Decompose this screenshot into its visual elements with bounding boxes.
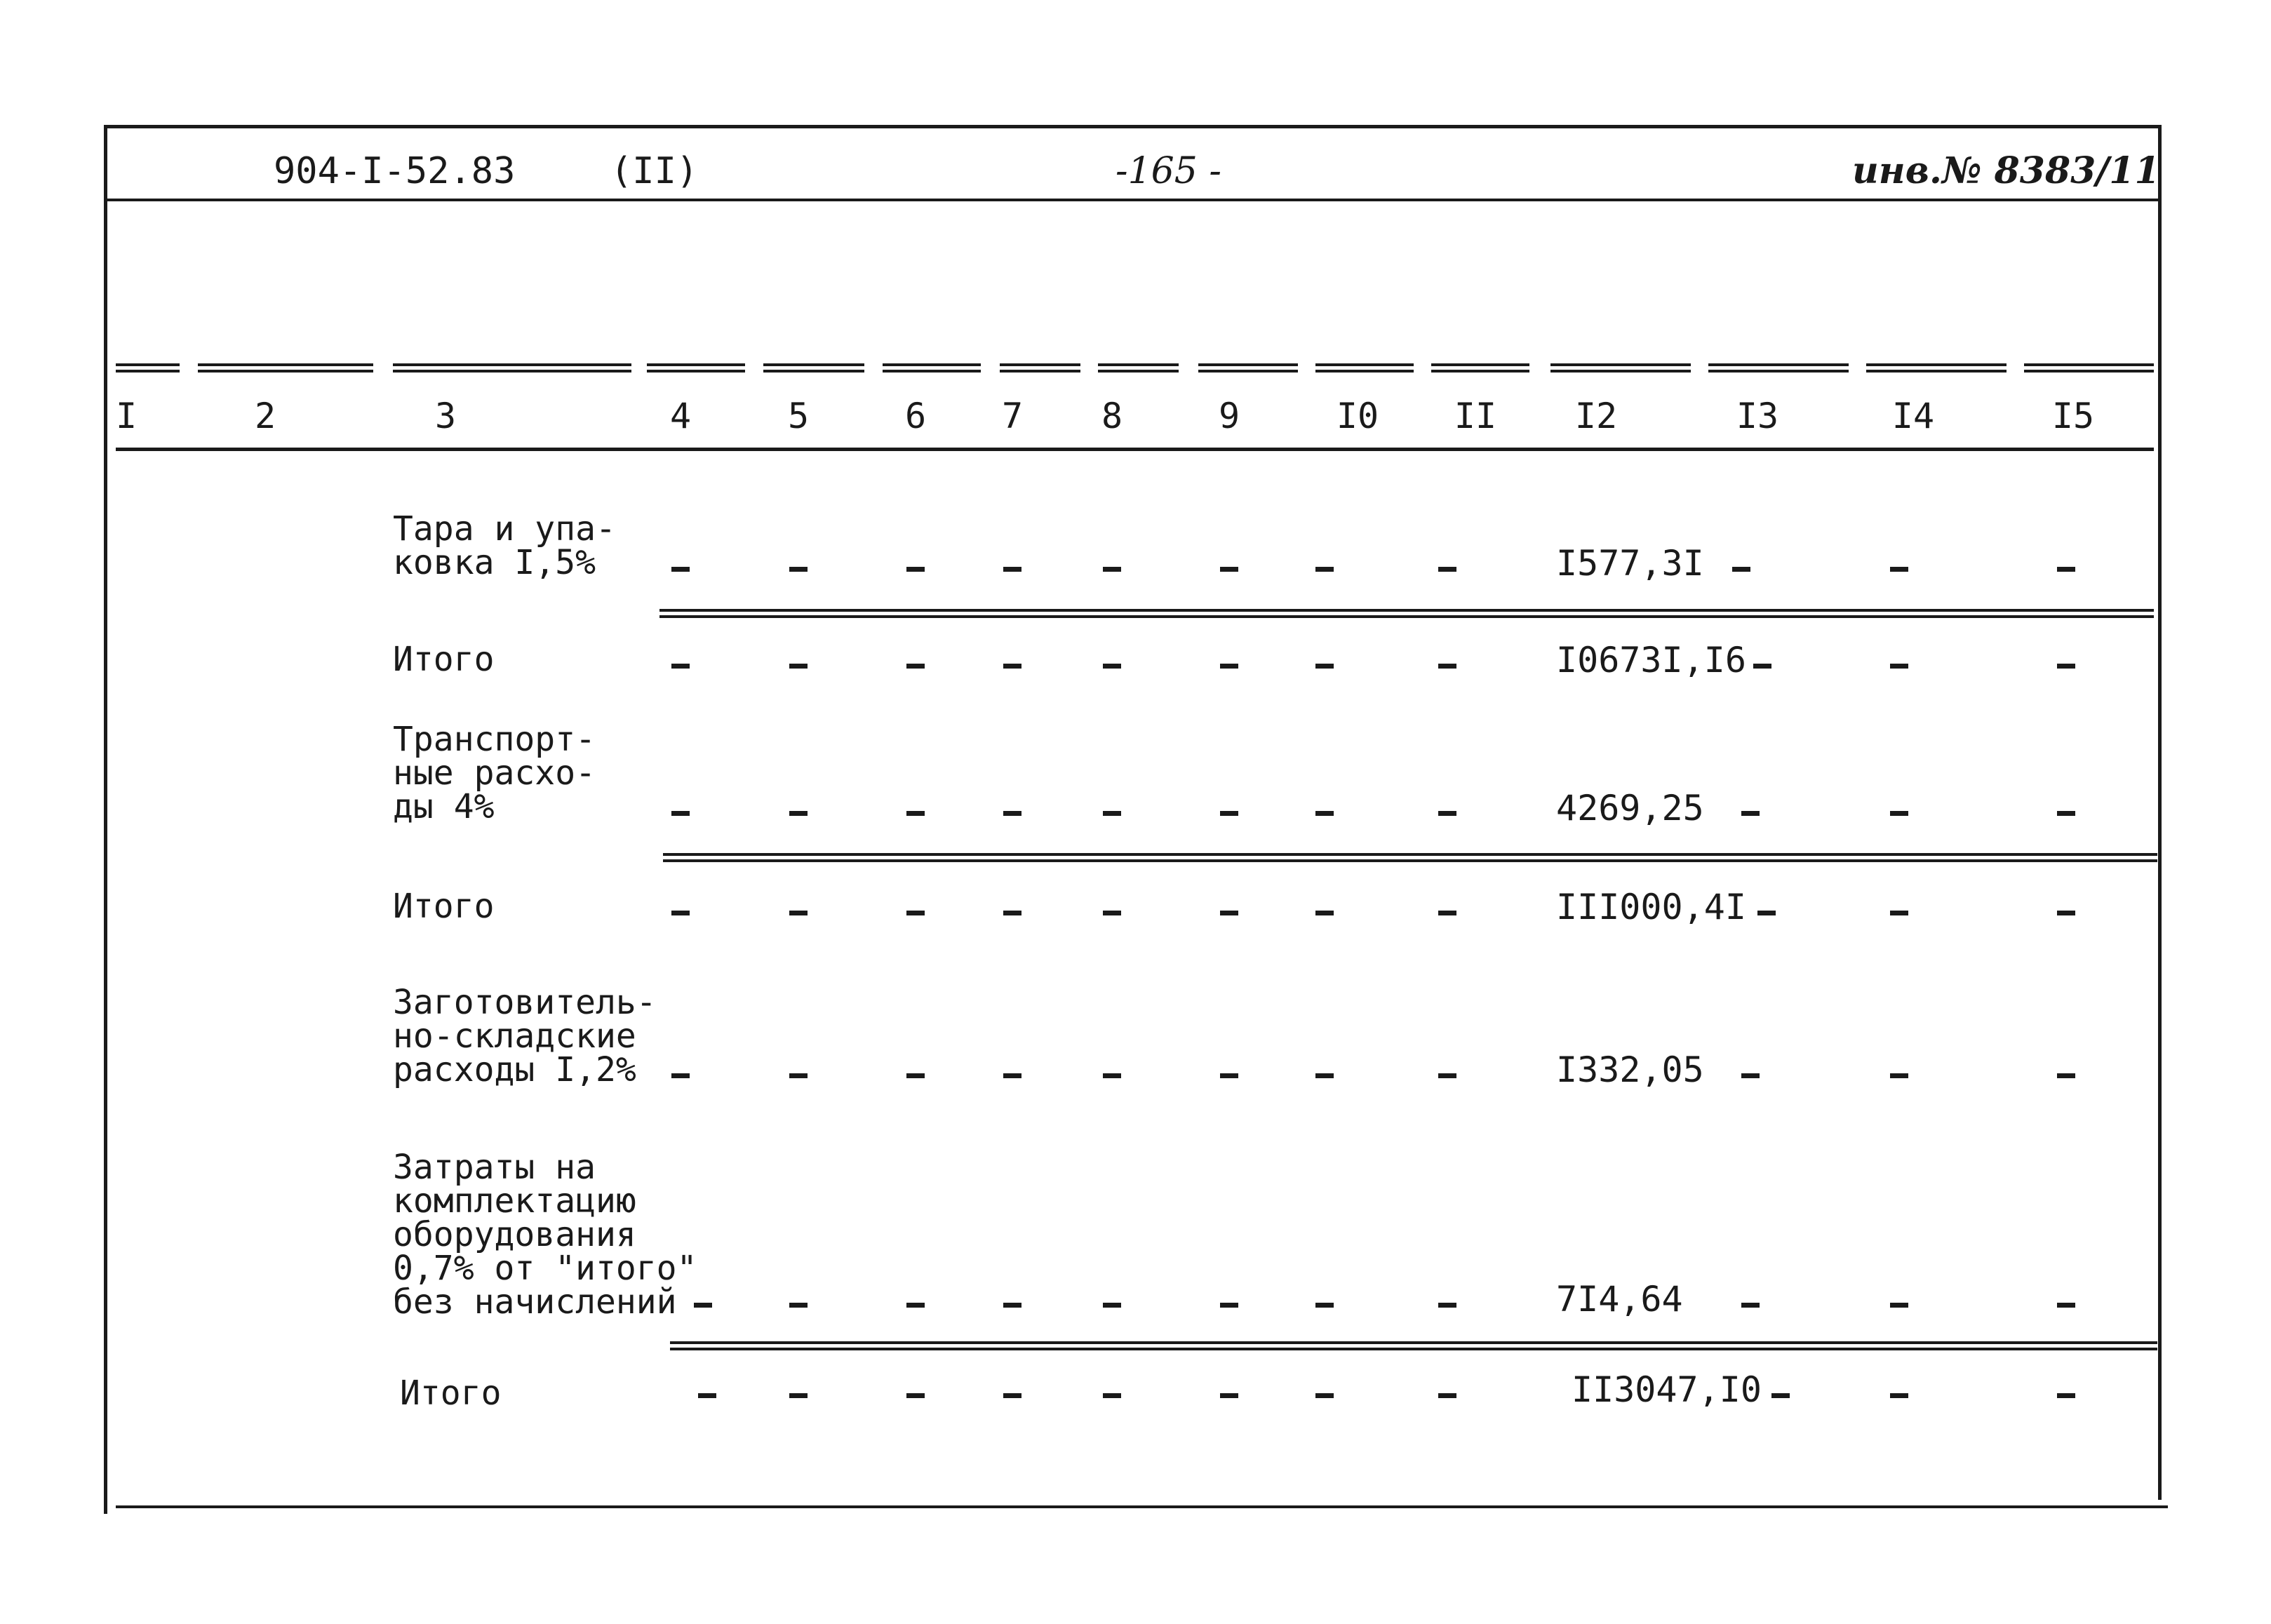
frame-header-divider — [104, 199, 2162, 201]
empty-cell-dash — [671, 811, 690, 816]
column-number: II — [1454, 396, 1497, 436]
empty-cell-dash — [1315, 567, 1334, 572]
empty-cell-dash — [1003, 664, 1021, 669]
empty-cell-dash — [1741, 1303, 1760, 1308]
empty-cell-dash — [1003, 1303, 1021, 1308]
empty-cell-dash — [671, 1073, 690, 1078]
frame-bottom-border — [116, 1505, 2168, 1508]
empty-cell-dash — [2057, 1393, 2075, 1398]
row-value: I332,05 — [1556, 1049, 1704, 1090]
empty-cell-dash — [1003, 1393, 1021, 1398]
empty-cell-dash — [789, 1393, 808, 1398]
column-header-underline — [116, 448, 2154, 451]
empty-cell-dash — [1890, 811, 1908, 816]
empty-cell-dash — [2057, 664, 2075, 669]
row-separator — [659, 609, 2154, 612]
empty-cell-dash — [1003, 811, 1021, 816]
row-value: III000,4I — [1556, 887, 1746, 927]
empty-cell-dash — [1220, 1303, 1238, 1308]
column-number: 6 — [904, 396, 927, 436]
empty-cell-dash — [789, 567, 808, 572]
empty-cell-dash — [906, 1073, 925, 1078]
header-rule-segment — [116, 363, 180, 366]
empty-cell-dash — [1220, 911, 1238, 915]
empty-cell-dash — [1315, 811, 1334, 816]
empty-cell-dash — [1103, 911, 1121, 915]
empty-cell-dash — [1890, 1073, 1908, 1078]
column-number: 5 — [787, 396, 810, 436]
empty-cell-dash — [1315, 1393, 1334, 1398]
empty-cell-dash — [2057, 911, 2075, 915]
empty-cell-dash — [1103, 1393, 1121, 1398]
empty-cell-dash — [1220, 1393, 1238, 1398]
empty-cell-dash — [1438, 1393, 1456, 1398]
column-number: I2 — [1574, 396, 1618, 436]
empty-cell-dash — [1438, 664, 1456, 669]
frame-left-border — [104, 125, 107, 1514]
empty-cell-dash — [1220, 1073, 1238, 1078]
empty-cell-dash — [1103, 1073, 1121, 1078]
column-number: 3 — [434, 396, 457, 436]
empty-cell-dash — [1438, 1303, 1456, 1308]
row-label: Затраты на комплектацию оборудования 0,7% от "итого" без начислений — [393, 1148, 697, 1322]
page-number: -165 - — [1116, 150, 1221, 192]
empty-cell-dash — [906, 811, 925, 816]
empty-cell-dash — [1890, 1303, 1908, 1308]
document-code: 904-I-52.83 — [274, 150, 516, 192]
row-label: Итого — [393, 887, 495, 926]
row-label: Итого — [393, 640, 495, 679]
empty-cell-dash — [1220, 811, 1238, 816]
empty-cell-dash — [1003, 567, 1021, 572]
row-value: 4269,25 — [1556, 788, 1704, 828]
empty-cell-dash — [906, 911, 925, 915]
empty-cell-dash — [671, 567, 690, 572]
empty-cell-dash — [1890, 911, 1908, 915]
header-rule-segment — [1000, 363, 1080, 366]
row-label: Тара и упа- ковка I,5% — [393, 509, 616, 582]
row-value: 7I4,64 — [1556, 1279, 1683, 1320]
empty-cell-dash — [671, 911, 690, 915]
empty-cell-dash — [2057, 1073, 2075, 1078]
column-number: 4 — [669, 396, 692, 436]
empty-cell-dash — [789, 811, 808, 816]
inventory-number: инв.№ 8383/11 — [1852, 149, 2160, 192]
empty-cell-dash — [1103, 1303, 1121, 1308]
column-number: 9 — [1218, 396, 1240, 436]
frame-top-border — [104, 125, 2162, 128]
empty-cell-dash — [906, 567, 925, 572]
empty-cell-dash — [906, 1393, 925, 1398]
empty-cell-dash — [1003, 911, 1021, 915]
empty-cell-dash — [789, 1073, 808, 1078]
empty-cell-dash — [789, 664, 808, 669]
header-rule-segment — [883, 363, 981, 366]
header-rule-segment — [1550, 363, 1691, 366]
empty-cell-dash — [1753, 664, 1771, 669]
frame-right-border — [2158, 125, 2162, 1500]
column-number: I5 — [2051, 396, 2095, 436]
empty-cell-dash — [1890, 1393, 1908, 1398]
empty-cell-dash — [1771, 1393, 1790, 1398]
empty-cell-dash — [1741, 811, 1760, 816]
header-rule-segment — [393, 363, 631, 366]
row-separator — [670, 1341, 2157, 1344]
empty-cell-dash — [1732, 567, 1750, 572]
column-number: I — [115, 396, 138, 436]
empty-cell-dash — [698, 1393, 716, 1398]
header-rule-segment — [763, 363, 864, 366]
empty-cell-dash — [906, 664, 925, 669]
header-rule-segment — [2024, 363, 2154, 366]
empty-cell-dash — [1438, 811, 1456, 816]
empty-cell-dash — [1103, 664, 1121, 669]
header-rule-segment — [198, 363, 373, 366]
empty-cell-dash — [1890, 664, 1908, 669]
empty-cell-dash — [1741, 1073, 1760, 1078]
header-rule-segment — [1431, 363, 1529, 366]
row-label: Заготовитель- но-складские расходы I,2% — [393, 983, 657, 1089]
column-number: 2 — [254, 396, 276, 436]
column-number: I4 — [1891, 396, 1935, 436]
column-number: 8 — [1101, 396, 1123, 436]
row-value: I0673I,I6 — [1556, 640, 1746, 680]
empty-cell-dash — [1757, 911, 1776, 915]
empty-cell-dash — [1003, 1073, 1021, 1078]
empty-cell-dash — [1315, 1073, 1334, 1078]
column-number: I0 — [1336, 396, 1379, 436]
header-rule-segment — [1198, 363, 1298, 366]
empty-cell-dash — [1438, 1073, 1456, 1078]
header-rule-segment — [1708, 363, 1849, 366]
header-rule-segment — [1098, 363, 1179, 366]
empty-cell-dash — [1103, 567, 1121, 572]
empty-cell-dash — [694, 1303, 712, 1308]
row-separator — [663, 853, 2157, 856]
header-rule-segment — [647, 363, 745, 366]
empty-cell-dash — [671, 664, 690, 669]
row-value: I577,3I — [1556, 543, 1704, 584]
header-rule-segment — [1315, 363, 1414, 366]
empty-cell-dash — [2057, 811, 2075, 816]
section-label: (II) — [610, 150, 699, 192]
empty-cell-dash — [1890, 567, 1908, 572]
header-rule-segment — [1866, 363, 2007, 366]
empty-cell-dash — [906, 1303, 925, 1308]
empty-cell-dash — [789, 911, 808, 915]
column-number: I3 — [1736, 396, 1779, 436]
empty-cell-dash — [789, 1303, 808, 1308]
empty-cell-dash — [1438, 911, 1456, 915]
empty-cell-dash — [1315, 1303, 1334, 1308]
empty-cell-dash — [1315, 911, 1334, 915]
empty-cell-dash — [1220, 567, 1238, 572]
empty-cell-dash — [2057, 1303, 2075, 1308]
empty-cell-dash — [1438, 567, 1456, 572]
empty-cell-dash — [1103, 811, 1121, 816]
row-label: Транспорт- ные расхо- ды 4% — [393, 720, 596, 826]
row-value: II3047,I0 — [1572, 1369, 1762, 1410]
empty-cell-dash — [2057, 567, 2075, 572]
empty-cell-dash — [1220, 664, 1238, 669]
row-label: Итого — [400, 1374, 502, 1413]
empty-cell-dash — [1315, 664, 1334, 669]
column-number: 7 — [1001, 396, 1024, 436]
